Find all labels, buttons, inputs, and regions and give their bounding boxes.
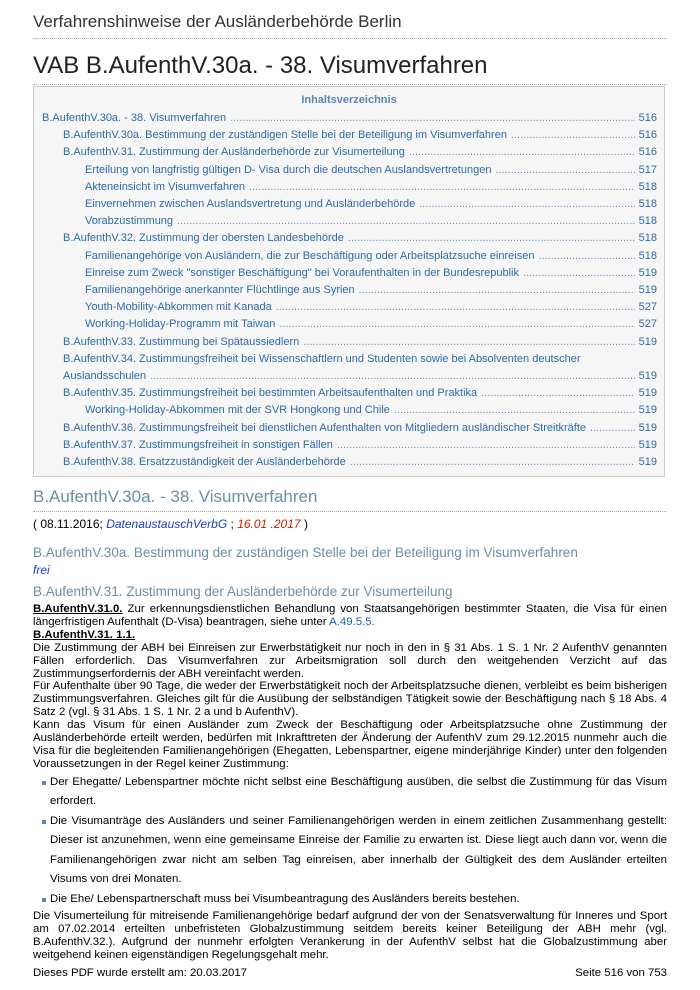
- toc-entry[interactable]: [34, 385, 664, 402]
- toc-entry-text: B.AufenthV.35. Zustimmungsfreiheit bei bestimmten Arbeitsaufenthalten und Praktika: [63, 387, 478, 400]
- section-heading-visumverfahren: B.AufenthV.30a. - 38. Visumverfahren: [33, 487, 667, 512]
- section-body: [33, 603, 667, 962]
- paragraph: Die Zustimmung der ABH bei Einreisen zur Erwerbstätigkeit nur noch in den in § 31 Abs. 1 S. 1 Nr. 2 AufenthV genannten Fällen erforderlich. Das Visumverfahren zur Arbeitsmigration soll durch den weitgehenden Verzicht auf das Zustimmungserfordernis der ABH vereinfacht werden.: [33, 641, 667, 680]
- toc-entry-page: 516: [638, 112, 657, 124]
- toc-entry-text: Vorabzustimmung: [85, 215, 174, 228]
- toc-entry-text: B.AufenthV.36. Zustimmungsfreiheit bei dienstlichen Aufenthalten von Mitgliedern ausländischer Streitkräfte: [63, 421, 587, 434]
- section-heading-30a: B.AufenthV.30a. Bestimmung der zuständigen Stelle bei der Beteiligung im Visumverfahren: [33, 545, 578, 560]
- toc-entry-page: 518: [638, 215, 657, 228]
- link-a49[interactable]: A.49.5.5.: [329, 615, 375, 628]
- toc-title: Inhaltsverzeichnis: [301, 94, 397, 106]
- toc-entry[interactable]: [34, 420, 664, 437]
- toc-entry[interactable]: [34, 368, 664, 385]
- toc-leader: [249, 179, 635, 196]
- toc-entry-text: Working-Holiday-Abkommen mit der SVR Hongkong und Chile: [85, 404, 390, 417]
- paragraph: Für Aufenthalte über 90 Tage, die weder der Erwerbstätigkeit noch der Arbeitsplatzsuche dienen, verbleibt es beim bisherigen Zustimmungsverfahren. Gleiches gilt für die Ausübung der selbständigen Tätigkeit sowie der Beschäftigung nach § 18 Abs. 4 Satz 2 (vgl. § 31 Abs. 1 S. 1 Nr. 2 a und b AufenthV).: [33, 680, 667, 719]
- list-item: Die Ehe/ Lebenspartnerschaft muss bei Visumbeantragung des Ausländers bereits bestehen.: [33, 890, 667, 909]
- toc-entry-text: B.AufenthV.38. Ersatzzuständigkeit der Ausländerbehörde: [63, 456, 346, 469]
- section-note-frei: frei: [33, 563, 50, 577]
- toc-entry-text: Familienangehörige anerkannter Flüchtlinge aus Syrien: [85, 284, 355, 297]
- label-31-1-1: B.AufenthV.31. 1.1.: [33, 628, 136, 641]
- toc-entry-page: 516: [638, 129, 657, 142]
- page-title: VAB B.AufenthV.30a. - 38. Visumverfahren: [33, 52, 667, 85]
- toc-entry-page: 527: [638, 301, 657, 314]
- toc-leader: [523, 265, 635, 282]
- toc-entry-page: 519: [638, 404, 657, 417]
- toc-entry[interactable]: [34, 248, 664, 265]
- toc-leader: [409, 144, 635, 161]
- toc-entry[interactable]: [34, 230, 664, 247]
- toc-leader: [348, 230, 635, 247]
- toc-leader: [359, 282, 635, 299]
- toc-entry-page: 518: [638, 198, 657, 211]
- toc-leader: [495, 162, 634, 179]
- section-heading-31: B.AufenthV.31. Zustimmung der Ausländerbehörde zur Visumerteilung: [33, 584, 453, 599]
- toc-leader: [177, 213, 635, 230]
- toc-entry-text: B.AufenthV.33. Zustimmung bei Spätaussiedlern: [63, 335, 300, 348]
- toc-leader: [276, 299, 635, 316]
- toc-entry-page: 518: [638, 180, 657, 193]
- toc-entry-text: Youth-Mobility-Abkommen mit Kanada: [85, 301, 272, 314]
- toc-entry[interactable]: [34, 437, 664, 454]
- toc-entry-page: 518: [638, 249, 657, 262]
- date-close: ): [303, 517, 308, 531]
- toc-entry-text: B.AufenthV.30a. - 38. Visumverfahren: [42, 112, 227, 124]
- toc-entry[interactable]: [34, 110, 664, 127]
- toc-entry-text: Working-Holiday-Programm mit Taiwan: [85, 318, 276, 331]
- list-item: Die Visumanträge des Ausländers und seiner Familienangehörigen werden in einem zeitlichen Zusammenhang gestellt: Dieser ist anzunehmen, wenn eine gemeinsame Einreise der Familie zu erwarten ist. Diese liegt auch dann vor, wenn die Familienangehörigen zwar nicht am selben Tag einreisen, aber innerhalb der Gültigkeit des dem Ausländer erteilten Visums von drei Monaten.: [33, 812, 667, 889]
- toc-leader: [481, 385, 634, 402]
- toc-entry-page: 518: [638, 232, 657, 245]
- date-red: 16.01 .2017: [237, 517, 301, 531]
- toc-leader: [350, 454, 635, 471]
- date-link[interactable]: DatenaustauschVerbG: [106, 517, 228, 531]
- toc-entry-page: 519: [638, 370, 657, 383]
- toc-entry-page: 519: [638, 387, 657, 400]
- toc-leader: [279, 316, 634, 333]
- toc-entry[interactable]: [34, 265, 664, 282]
- toc-entry-page: 517: [638, 163, 657, 176]
- toc-entry[interactable]: [34, 144, 664, 161]
- table-of-contents: [33, 86, 665, 477]
- bullet-list: [33, 773, 667, 909]
- toc-leader: [590, 420, 635, 437]
- paragraph-31-0: [33, 603, 667, 629]
- toc-entry-page: 519: [638, 438, 657, 451]
- toc-entry-text: B.AufenthV.32. Zustimmung der obersten Landesbehörde: [63, 232, 344, 245]
- label-31-0: B.AufenthV.31.0.: [33, 603, 123, 615]
- toc-leader: [419, 196, 634, 213]
- toc-leader: [150, 368, 634, 385]
- toc-entry-text: Einvernehmen zwischen Auslandsvertretung und Ausländerbehörde: [85, 198, 416, 211]
- toc-entry-page: 519: [638, 266, 657, 279]
- toc-entry-text: Auslandsschulen: [63, 370, 147, 383]
- toc-entry[interactable]: [34, 162, 664, 179]
- toc-entry-text: Einreise zum Zweck "sonstiger Beschäftigung" bei Voraufenthalten in der Bundesrepublik: [85, 266, 520, 279]
- paragraph: Die Visumerteilung für mitreisende Familienangehörige bedarf aufgrund der von der Senatsverwaltung für Inneres und Sport am 07.02.2014 erteilten unbefristeten Globalzustimmung seitdem bereits keiner Beteiligung der ABH mehr (vgl. B.AufenthV.32.). Aufgrund der nunmehr erfolgten Verankerung in der AufenthV selbst hat die Globalzustimmung aber weitgehend keinen eigenständigen Regelungsgehalt mehr.: [33, 910, 667, 961]
- toc-entry[interactable]: [34, 196, 664, 213]
- toc-leader: [230, 110, 635, 127]
- toc-entry[interactable]: [34, 213, 664, 230]
- toc-entry[interactable]: [34, 282, 664, 299]
- toc-leader: [337, 437, 635, 454]
- toc-leader: [303, 334, 634, 351]
- toc-leader: [394, 402, 635, 419]
- toc-entry-page: 519: [638, 335, 657, 348]
- paragraph: Kann das Visum für einen Ausländer zum Zweck der Beschäftigung oder Arbeitsplatzsuche ohne Zustimmung der Ausländerbehörde erteilt werden, bedürfen mit Inkrafttreten der Änderung der AufenthV zum 29.12.2015 nunmehr auch die Visa für die begleitenden Familienangehörigen (Ehegatten, Lebenspartner, eigene minderjährige Kinder) unter den folgenden Voraussetzungen in der Regel keiner Zustimmung:: [33, 719, 667, 770]
- toc-entry-page: 519: [638, 456, 657, 469]
- date-sep: ;: [230, 517, 234, 531]
- toc-entry[interactable]: [34, 127, 664, 144]
- toc-leader: [511, 127, 635, 144]
- toc-entry-text: B.AufenthV.31. Zustimmung der Ausländerbehörde zur Visumerteilung: [63, 146, 405, 159]
- toc-leader: [538, 248, 634, 265]
- toc-entry[interactable]: [34, 179, 664, 196]
- toc-entry[interactable]: [34, 402, 664, 419]
- revision-dates: [33, 517, 308, 531]
- document-header: Verfahrenshinweise der Ausländerbehörde Berlin: [33, 12, 667, 39]
- footer: [33, 967, 667, 979]
- toc-entry-page: 519: [638, 284, 657, 297]
- toc-entry[interactable]: [34, 316, 664, 333]
- toc-entry-line[interactable]: B.AufenthV.34. Zustimmungsfreiheit bei Wissenschaftlern und Studenten sowie bei Absolventen deutscher: [63, 352, 581, 365]
- toc-entry-text: Erteilung von langfristig gültigen D- Visa durch die deutschen Auslandsvertretungen: [85, 163, 492, 176]
- date-open: ( 08.11.2016;: [33, 517, 103, 531]
- toc-entry-text: B.AufenthV.30a. Bestimmung der zuständigen Stelle bei der Beteiligung im Visumverfahren: [63, 129, 507, 142]
- toc-entry-page: 516: [638, 146, 657, 159]
- toc-entry-text: B.AufenthV.37. Zustimmungsfreiheit in sonstigen Fällen: [63, 438, 333, 451]
- p1-text: Zur erkennungsdienstlichen Behandlung von Staatsangehörigen bestimmter Staaten, die Visa für einen längerfristigen Aufenthalt (D-Visa) beantragen, siehe unter: [33, 603, 667, 628]
- toc-entry-text: Familienangehörige von Ausländern, die zur Beschäftigung oder Arbeitsplatzsuche einreisen: [85, 249, 535, 262]
- list-item: Der Ehegatte/ Lebenspartner möchte nicht selbst eine Beschäftigung ausüben, die selbst die Zustimmung für das Visum erfordert.: [33, 773, 667, 811]
- toc-entry[interactable]: [34, 454, 664, 471]
- footer-created: Dieses PDF wurde erstellt am: 20.03.2017: [33, 967, 247, 979]
- toc-entry[interactable]: [34, 334, 664, 351]
- toc-entry-text: Akteneinsicht im Visumverfahren: [85, 180, 245, 193]
- footer-page: Seite 516 von 753: [575, 967, 667, 979]
- toc-entry-page: 527: [638, 318, 657, 331]
- toc-entry-page: 519: [638, 421, 657, 434]
- toc-entry[interactable]: [34, 299, 664, 316]
